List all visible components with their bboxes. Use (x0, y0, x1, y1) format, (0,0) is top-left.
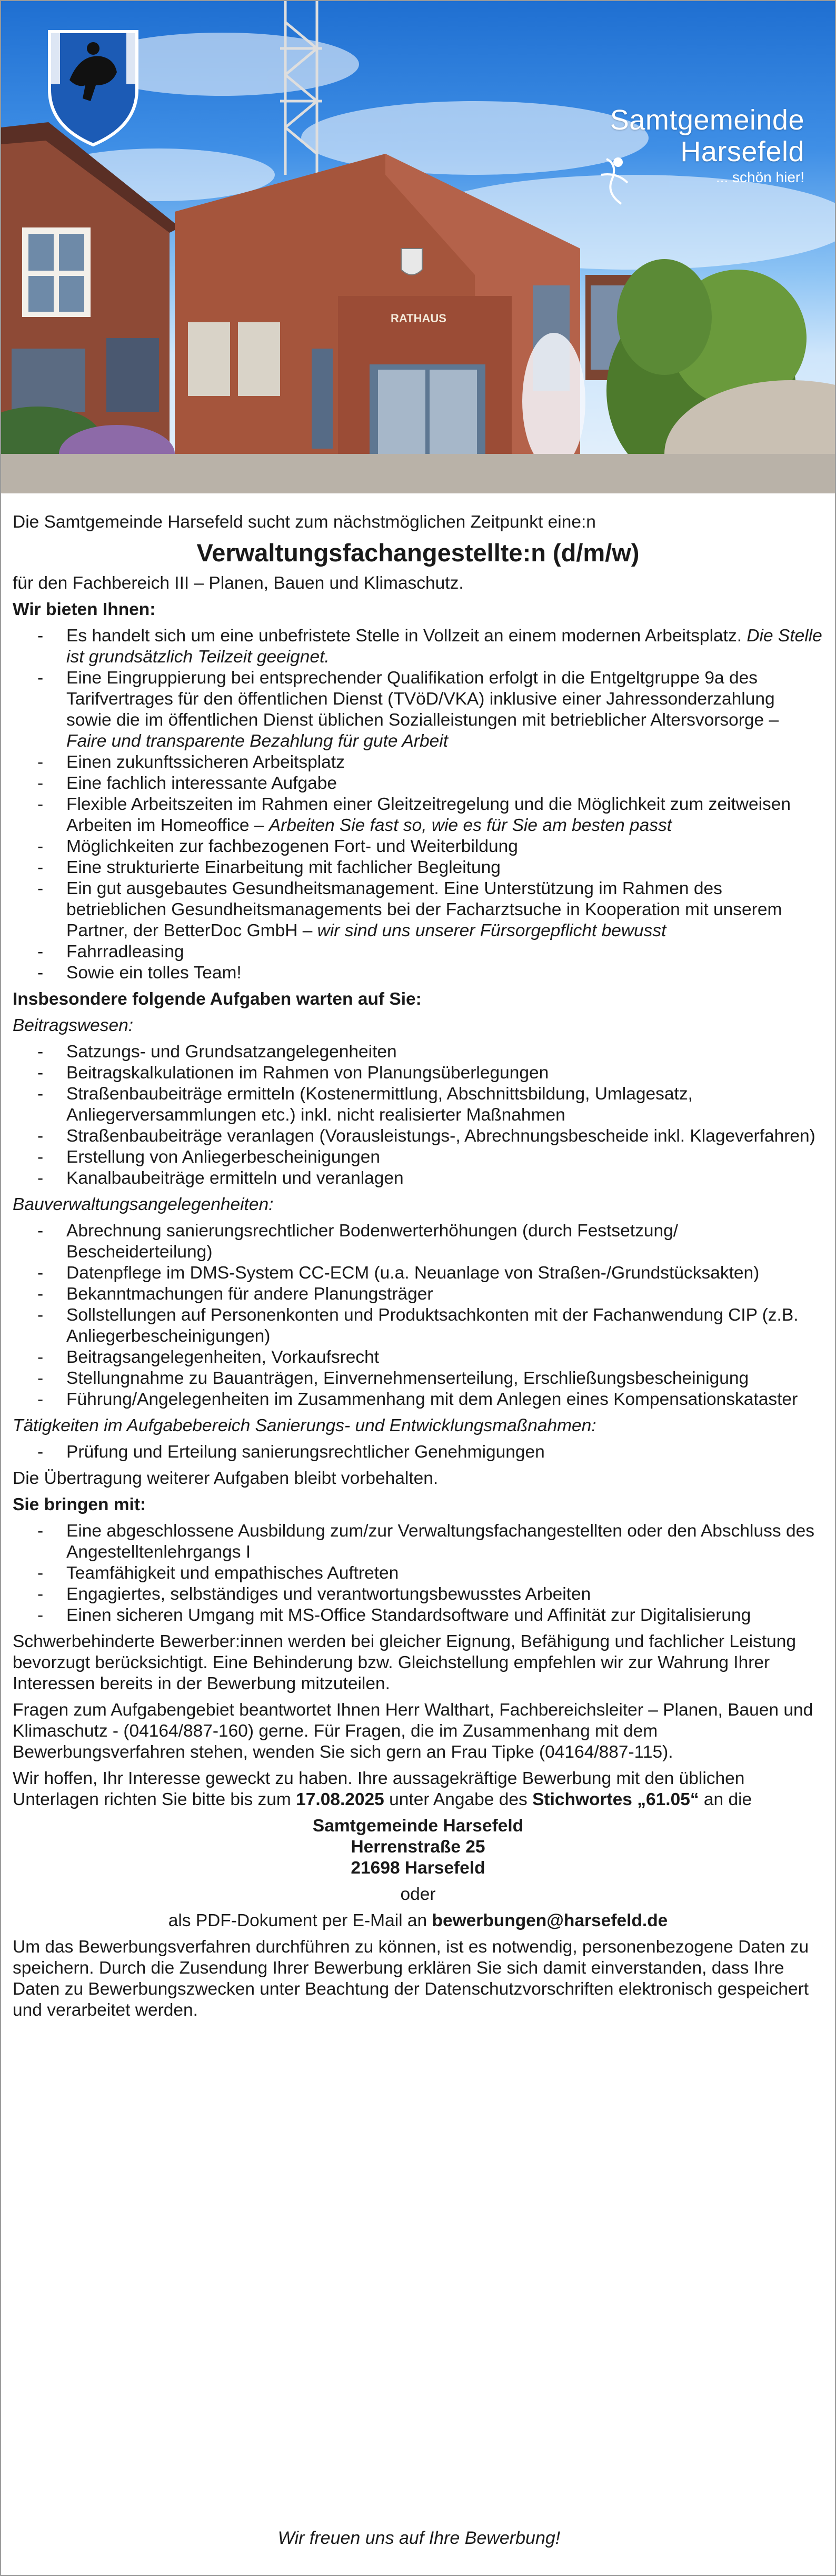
tasks-group-label: Bauverwaltungsangelegenheiten: (13, 1195, 274, 1214)
task-item: - Beitragskalkulationen im Rahmen von Planungsüberlegungen (66, 1063, 823, 1084)
requirements-heading: Sie bringen mit: (13, 1495, 146, 1514)
task-item: - Satzungs- und Grundsatzangelegenheiten (66, 1042, 823, 1063)
contact-note: Fragen zum Aufgabengebiet beantwortet Ihnen Herr Walthart, Fachbereichsleiter – Planen, Bauen und Klimaschutz - (04164/887-160) gerne. Für Fragen, die im Zusammenhang mit dem Bewerbungsverfahren stehen, wenden Sie sich gern an Frau Tipke (04164/887-115). (13, 1700, 813, 1762)
pdf-text: als PDF-Dokument per E-Mail an bewerbungen@harsefeld.de (168, 1911, 668, 1930)
address-line: 21698 Harsefeld (351, 1858, 485, 1878)
department-text: für den Fachbereich III – Planen, Bauen und Klimaschutz. (13, 573, 464, 593)
offer-item: - Flexible Arbeitszeiten im Rahmen einer Gleitzeitregelung und die Möglichkeit zum zeitweisen Arbeiten im Homeoffice – Arbeiten Sie fast so, wie es für Sie am besten passt (66, 794, 823, 836)
requirement-item: - Engagiertes, selbständiges und verantwortungsbewusstes Arbeiten (66, 1584, 823, 1605)
closing-line: Wir freuen uns auf Ihre Bewerbung! (277, 2528, 561, 2548)
requirement-item: - Eine abgeschlossene Ausbildung zum/zur Verwaltungsfachangestellten oder den Abschluss des Angestelltenlehrgangs I (66, 1521, 823, 1563)
task-item: - Prüfung und Erteilung sanierungsrechtlicher Genehmigungen (66, 1442, 823, 1463)
tasks-list-sanierung (13, 1442, 823, 1463)
task-item: - Abrechnung sanierungsrechtlicher Bodenwerterhöhungen (durch Festsetzung/ Bescheiderteilung) (66, 1221, 823, 1263)
offer-item: - Sowie ein tolles Team! (66, 963, 823, 984)
email-link[interactable]: bewerbungen@harsefeld.de (432, 1911, 668, 1930)
task-item: - Sollstellungen auf Personenkonten und Produktsachkonten mit der Fachanwendung CIP (z.B. Anliegerbescheinigungen) (66, 1305, 823, 1347)
tasks-note: Die Übertragung weiterer Aufgaben bleibt vorbehalten. (13, 1469, 439, 1488)
task-item: - Beitragsangelegenheiten, Vorkaufsrecht (66, 1347, 823, 1368)
task-item: - Straßenbaubeiträge veranlagen (Vorausleistungs-, Abrechnungsbescheide inkl. Klageverfahren) (66, 1126, 823, 1147)
offer-item: - Möglichkeiten zur fachbezogenen Fort- und Weiterbildung (66, 836, 823, 857)
job-title: Verwaltungsfachangestellte:n (d/m/w) (196, 539, 640, 567)
brand-tagline: ... schön hier! (715, 169, 804, 185)
fountain (522, 333, 585, 470)
tasks-list-bauverwaltung (13, 1221, 823, 1410)
requirements-list (13, 1521, 823, 1626)
requirement-item: - Teamfähigkeit und empathisches Auftreten (66, 1563, 823, 1584)
rathaus-sign: RATHAUS (391, 312, 446, 325)
task-item: - Straßenbaubeiträge ermitteln (Kostenermittlung, Abschnittsbildung, Umlagesatz, Anliegerversammlungen etc.) inkl. nicht realisierter Maßnahmen (66, 1084, 823, 1126)
task-item: - Kanalbaubeiträge ermitteln und veranlagen (66, 1168, 823, 1189)
tower (280, 1, 322, 175)
disability-note: Schwerbehinderte Bewerber:innen werden bei gleicher Eignung, Befähigung und fachlicher Leistung bevorzugt berücksichtigt. Eine Behinderung bzw. Gleichstellung empfehlen wir zur Wahrung Ihrer Interessen bereits in der Bewerbung mitzuteilen. (13, 1632, 797, 1693)
offer-item: - Eine strukturierte Einarbeitung mit fachlicher Begleitung (66, 857, 823, 878)
task-item: - Erstellung von Anliegerbescheinigungen (66, 1147, 823, 1168)
apply-text: Wir hoffen, Ihr Interesse geweckt zu haben. Ihre aussagekräftige Bewerbung mit den üblichen Unterlagen richten Sie bitte bis zum 17.08.2025 unter Angabe des Stichwortes „61.05“ an die (13, 1769, 752, 1809)
tasks-group-label: Beitragswesen: (13, 1016, 134, 1035)
task-item: - Stellungnahme zu Bauanträgen, Einvernehmenserteilung, Erschließungsbescheinigung (66, 1368, 823, 1389)
keyword: Stichwortes „61.05“ (532, 1790, 699, 1809)
town-hall-illustration (1, 1, 835, 493)
tasks-list-beitragswesen (13, 1042, 823, 1189)
offer-item: - Ein gut ausgebautes Gesundheitsmanagement. Eine Unterstützung im Rahmen des betrieblichen Gesundheitsmanagements bei der Facharztsuche in Kooperation mit unserem Partner, der BetterDoc GmbH – wir sind uns unserer Fürsorgepflicht bewusst (66, 878, 823, 942)
offer-item: - Eine fachlich interessante Aufgabe (66, 773, 823, 794)
job-ad-content (13, 512, 823, 2021)
task-item: - Datenpflege im DMS-System CC-ECM (u.a. Neuanlage von Straßen-/Grundstücksakten) (66, 1263, 823, 1284)
brand-name-line1: Samtgemeinde (610, 104, 804, 136)
requirement-item: - Einen sicheren Umgang mit MS-Office Standardsoftware und Affinität zur Digitalisierung (66, 1605, 823, 1626)
pavement (1, 454, 835, 493)
address-line: Herrenstraße 25 (351, 1837, 485, 1857)
offer-item: - Einen zukunftssicheren Arbeitsplatz (66, 752, 823, 773)
privacy-note: Um das Bewerbungsverfahren durchführen zu können, ist es notwendig, personenbezogene Daten zu speichern. Durch die Zusendung Ihrer Bewerbung erklären Sie sich damit einverstanden, dass Ihre Daten zu Bewerbungszwecken unter Beachtung der Datenschutzvorschriften elektronisch gespeichert und verarbeitet werden. (13, 1937, 809, 2020)
postal-address (13, 1816, 823, 1879)
tasks-group-label: Tätigkeiten im Aufgabebereich Sanierungs- und Entwicklungsmaßnahmen: (13, 1416, 596, 1435)
task-item: - Bekanntmachungen für andere Planungsträger (66, 1284, 823, 1305)
offer-item: - Eine Eingruppierung bei entsprechender Qualifikation erfolgt in die Entgeltgruppe 9a des Tarifvertrages für den öffentlichen Dienst (TVöD/VKA) inklusive einer Jahressonderzahlung sowie die im öffentlichen Dienst üblichen Sozialleistungen mit betrieblicher Altersvorsorge – Faire und transparente Bezahlung für gute Arbeit (66, 668, 823, 752)
header-photo (1, 1, 835, 493)
address-line: Samtgemeinde Harsefeld (312, 1816, 524, 1836)
tasks-heading: Insbesondere folgende Aufgaben warten auf Sie: (13, 989, 422, 1009)
deadline: 17.08.2025 (296, 1790, 384, 1809)
brand-block (610, 104, 804, 186)
or-text: oder (400, 1885, 436, 1904)
coat-of-arms-icon (49, 32, 137, 145)
offer-heading: Wir bieten Ihnen: (13, 600, 156, 619)
offer-list (13, 626, 823, 984)
intro-text: Die Samtgemeinde Harsefeld sucht zum nächstmöglichen Zeitpunkt eine:n (13, 512, 596, 532)
task-item: - Führung/Angelegenheiten im Zusammenhang mit dem Anlegen eines Kompensationskataster (66, 1389, 823, 1410)
brand-name-line2: Harsefeld (680, 136, 804, 167)
offer-item: - Es handelt sich um eine unbefristete Stelle in Vollzeit an einem modernen Arbeitsplatz. Die Stelle ist grundsätzlich Teilzeit geeignet. (66, 626, 823, 668)
offer-item: - Fahrradleasing (66, 942, 823, 963)
